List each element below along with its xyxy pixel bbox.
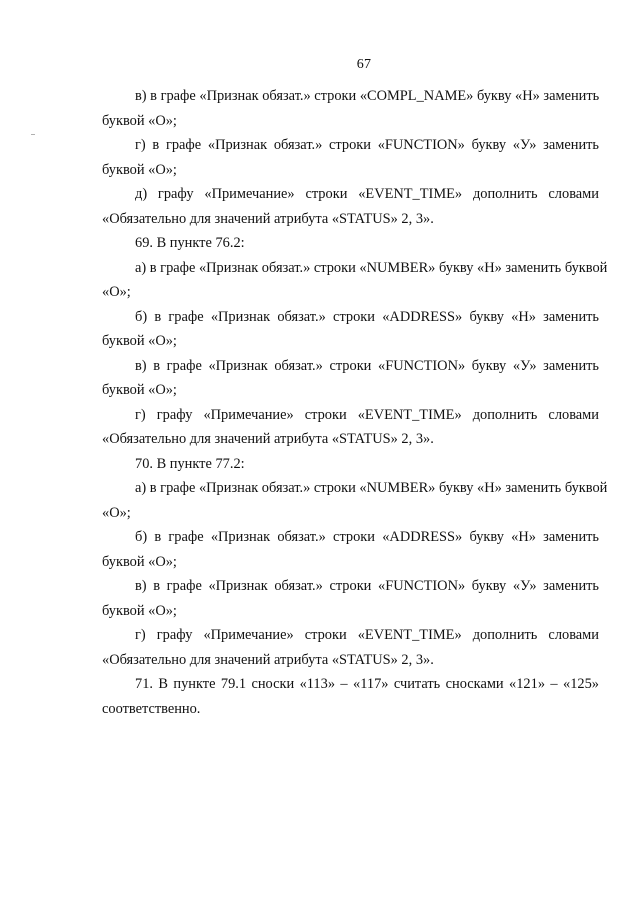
text-line: б) в графе «Признак обязат.» строки «ADDRESS» букву «Н» заменить xyxy=(135,529,599,545)
document-body xyxy=(102,84,608,721)
text-line: буквой «О»; xyxy=(102,382,177,398)
text-line: в) в графе «Признак обязат.» строки «FUNCTION» букву «У» заменить xyxy=(135,357,599,374)
text-line: г) графу «Примечание» строки «EVENT_TIME» дополнить словами xyxy=(135,406,599,423)
text-line: 69. В пункте 76.2: xyxy=(135,235,245,251)
text-line: б) в графе «Признак обязат.» строки «ADDRESS» букву «Н» заменить xyxy=(135,308,599,325)
text-line: буквой «О»; xyxy=(102,112,177,129)
text-line: а) в графе «Признак обязат.» строки «NUMBER» букву «Н» заменить буквой xyxy=(135,480,608,496)
text-line: буквой «О»; xyxy=(102,161,177,178)
text-line: 70. В пункте 77.2: xyxy=(135,455,245,472)
text-line: в) в графе «Признак обязат.» строки «COMPL_NAME» букву «Н» заменить xyxy=(135,88,600,104)
text-line: в) в графе «Признак обязат.» строки «FUNCTION» букву «У» заменить xyxy=(135,578,599,594)
text-line: «Обязательно для значений атрибута «STATUS» 2, 3». xyxy=(102,651,434,668)
text-line: г) графу «Примечание» строки «EVENT_TIME» дополнить словами xyxy=(135,627,599,643)
text-line: «Обязательно для значений атрибута «STATUS» 2, 3». xyxy=(102,431,434,447)
margin-mark xyxy=(31,134,35,135)
text-line: «О»; xyxy=(102,504,131,521)
text-line: буквой «О»; xyxy=(102,602,177,619)
text-line: 71. В пункте 79.1 сноски «113» – «117» считать сносками «121» – «125» xyxy=(135,676,599,692)
text-line: д) графу «Примечание» строки «EVENT_TIME» дополнить словами xyxy=(135,186,599,202)
text-line: «Обязательно для значений атрибута «STATUS» 2, 3». xyxy=(102,210,434,227)
text-line: соответственно. xyxy=(102,700,201,717)
text-line: г) в графе «Признак обязат.» строки «FUNCTION» букву «У» заменить xyxy=(135,137,599,153)
text-line: «О»; xyxy=(102,284,131,300)
text-line: а) в графе «Признак обязат.» строки «NUMBER» букву «Н» заменить буквой xyxy=(135,259,608,276)
page-number: 67 xyxy=(356,57,372,72)
text-line: буквой «О»; xyxy=(102,333,177,349)
text-line: буквой «О»; xyxy=(102,553,177,570)
